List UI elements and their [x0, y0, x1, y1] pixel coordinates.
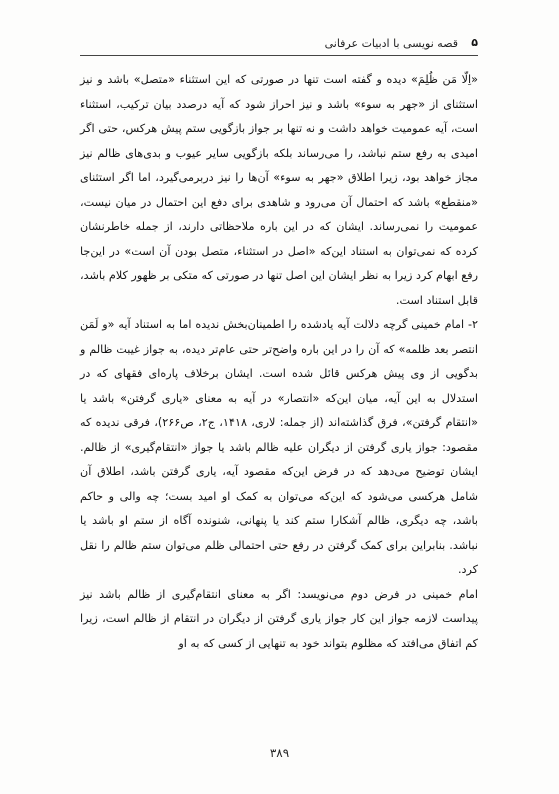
- paragraph-3: امام خمینی در فرض دوم می‌نویسد: اگر به معنای انتقام‌گیری از ظالم باشد نیز پیداست لازمه جواز این کار جواز یاری گرفتن از دیگران در انتقام از ظالم است، زیرا کم اتفاق می‌افتد که مظلوم بتواند خود به تنهایی از کسی که به او: [80, 587, 478, 650]
- header-divider: [80, 55, 478, 56]
- body-text: [80, 68, 478, 656]
- paragraph-1: «اِلّا مَن ظُلِمَ» دیده و گفته است تنها در صورتی که این استثناء «متصل» باشد و نیز استثنای از «جهر به سوء» باشد و نیز احراز شود که آیه درصدد بیان ترکیب، استثناء است، آیه عمومیت خواهد داشت و نه تنها بر جواز بازگویی ستم پیش هرکس، حتی اگر امیدی به رفع ستم نباشد، را می‌رساند بلکه بازگویی سایر عیوب و بدی‌های ظالم نیز مجاز خواهد بود، زیرا اطلاق «جهر به سوء» آن‌ها را نیز دربرمی‌گیرد، اما اگر استثنای «منقطع» باشد که احتمال آن می‌رود و شاهدی برای دفع این احتمال در میان نیست، عمومیت را نمی‌رساند. ایشان که در این باره ملاحظاتی دارند، از جمله خاطرنشان کرده که نمی‌توان به استناد این‌که «اصل در استثناء، متصل بودن آن است» در این‌جا رفع ابهام کرد زیرا به نظر ایشان این اصل تنها در صورتی که متکی بر ظهور کلام باشد، قابل استناد است.: [80, 73, 478, 307]
- running-header: [80, 34, 478, 56]
- paragraph-2: ۲- امام خمینی گرچه دلالت آیه یادشده را اطمینان‌بخش ندیده اما به استناد آیه «و لَمَن انتصر بعد ظلمه» که آن را در این باره واضح‌تر حتی عام‌تر دیده، به جواز غیبت ظالم و بدگویی از وی پیش هرکس قائل شده است. ایشان برخلاف پاره‌ای فقهای که در استدلال به این آیه، میان این‌که «انتصار» در آیه به معنای «یاری گرفتن» باشد یا «انتقام گرفتن»، فرق گذاشته‌اند (از جمله: لاری، ۱۴۱۸، ج۲، ص۲۶۶)، فرقی ندیده که مقصود: جواز یاری گرفتن از دیگران علیه ظالم باشد یا جواز «انتقام‌گیری» از ظالم. ایشان توضیح می‌دهد که در فرض این‌که مقصود آیه، یاری گرفتن باشد، اطلاق آن شامل هرکسی می‌شود که این‌که می‌توان به کمک او امید بست؛ چه والی و حاکم باشد، چه دیگری، ظالم آشکارا ستم کند یا پنهانی، شنونده آگاه از ستم او باشد یا نباشد. بنابراین برای کمک گرفتن در رفع حتی احتمالی ظلم می‌توان ستم ظالم را نقل کرد.: [80, 318, 479, 576]
- header-page-ref: ۵: [471, 36, 478, 49]
- page-number: ۳۸۹: [269, 746, 290, 760]
- header-title: قصه نویسی با ادبیات عرفانی: [324, 37, 458, 50]
